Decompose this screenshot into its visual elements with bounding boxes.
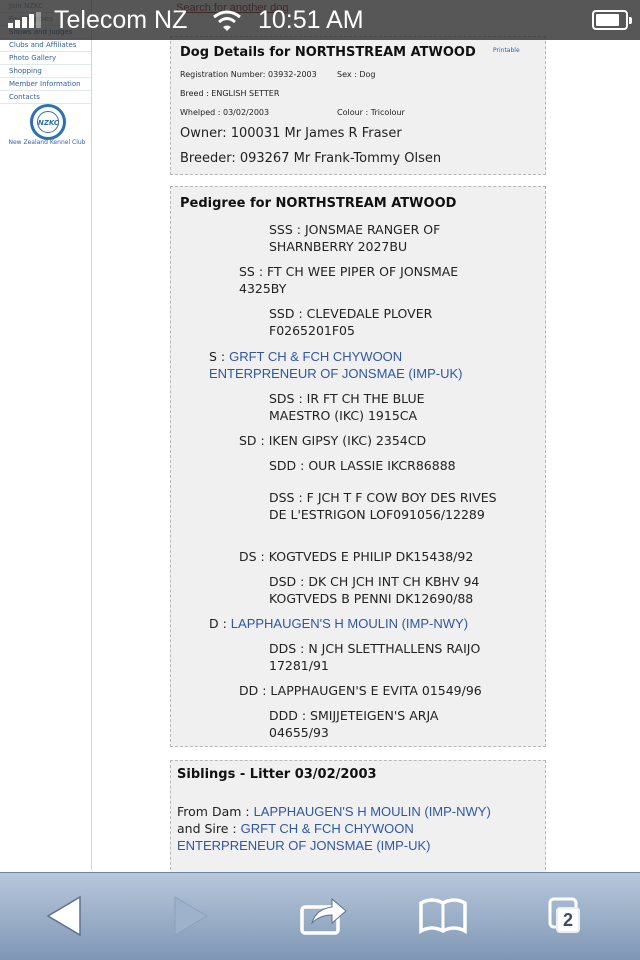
pedigree-dsd: DSD : DK CH JCH INT CH KBHV 94 KOGTVEDS B PENNI DK12690/88: [269, 574, 480, 606]
bookmarks-icon[interactable]: [418, 893, 468, 939]
dam-link[interactable]: LAPPHAUGEN'S H MOULIN (IMP-NWY): [230, 616, 469, 631]
tabs-button[interactable]: [546, 893, 596, 939]
nav-item-shopping[interactable]: Shopping: [0, 65, 91, 78]
status-bar: [0, 0, 640, 40]
details-title: Dog Details for NORTHSTREAM ATWOOD: [180, 45, 476, 60]
wifi-icon: [212, 8, 242, 32]
battery-icon: [592, 10, 628, 30]
pedigree-sss: SSS : JONSMAE RANGER OF SHARNBERRY 2027BU: [269, 222, 441, 254]
pedigree-sdd: SDD : OUR LASSIE IKCR86888: [269, 458, 456, 473]
pedigree-panel: [170, 186, 546, 747]
share-icon[interactable]: [298, 893, 348, 939]
from-dam-label: From Dam :: [177, 804, 254, 819]
logo-caption[interactable]: New Zealand Kennel Club: [8, 139, 86, 146]
siblings-dam-link[interactable]: LAPPHAUGEN'S H MOULIN (IMP-NWY): [253, 804, 491, 819]
forward-arrow-icon[interactable]: [165, 893, 215, 939]
pedigree-dd: DD : LAPPHAUGEN'S E EVITA 01549/96: [239, 683, 482, 698]
pedigree-title: Pedigree for NORTHSTREAM ATWOOD: [180, 196, 457, 211]
pedigree-dss: DSS : F JCH T F COW BOY DES RIVES DE L'ESTRIGON LOF091056/12289: [269, 490, 497, 522]
pedigree-ssd: SSD : CLEVEDALE PLOVER F0265201F05: [269, 306, 433, 338]
pedigree-ss: SS : FT CH WEE PIPER OF JONSMAE 4325BY: [239, 264, 459, 296]
siblings-title: Siblings - Litter 03/02/2003: [177, 767, 377, 782]
pedigree-ds: DS : KOGTVEDS E PHILIP DK15438/92: [239, 549, 474, 564]
tab-count: 2: [556, 907, 580, 933]
pedigree-d-prefix: D :: [209, 616, 231, 631]
siblings-sire-link[interactable]: GRFT CH & FCH CHYWOON ENTERPRENEUR OF JONSMAE (IMP-UK): [177, 821, 431, 853]
pedigree-dds: DDS : N JCH SLETTHALLENS RAIJO 17281/91: [269, 641, 481, 673]
siblings-parents: [177, 803, 517, 854]
signal-strength-icon: [8, 12, 44, 28]
nzkc-logo[interactable]: [30, 104, 66, 140]
breeder-value: Breeder: 093267 Mr Frank-Tommy Olsen: [180, 151, 442, 166]
nav-item-member-info[interactable]: Member Information: [0, 78, 91, 91]
pedigree-s-prefix: S :: [209, 349, 230, 364]
back-arrow-icon[interactable]: [40, 893, 90, 939]
registration-number: Registration Number: 03932-2003: [180, 70, 317, 79]
and-sire-label: and Sire :: [177, 821, 241, 836]
pedigree-ddd: DDD : SMIJJETEIGEN'S ARJA 04655/93: [269, 708, 439, 740]
browser-toolbar: [0, 872, 640, 960]
pedigree-sds: SDS : IR FT CH THE BLUE MAESTRO (IKC) 1915CA: [269, 391, 425, 423]
nav-item-clubs[interactable]: Clubs and Affiliates: [0, 39, 91, 52]
breed-value: Breed : ENGLISH SETTER: [180, 89, 280, 98]
whelped-value: Whelped : 03/02/2003: [180, 108, 270, 117]
sex-value: Sex : Dog: [337, 70, 376, 79]
nav-item-contacts[interactable]: Contacts: [0, 91, 91, 104]
pedigree-d: [209, 615, 509, 632]
carrier-name: Telecom NZ: [54, 6, 188, 34]
siblings-panel: [170, 760, 546, 875]
dog-details-panel: [170, 36, 546, 175]
owner-value: Owner: 100031 Mr James R Fraser: [180, 126, 402, 141]
clock: 10:51 AM: [258, 6, 364, 34]
colour-value: Colour : Tricolour: [337, 108, 405, 117]
pedigree-sd: SD : IKEN GIPSY (IKC) 2354CD: [239, 433, 427, 448]
nav-item-photo-gallery[interactable]: Photo Gallery: [0, 52, 91, 65]
nzkc-logo-text: NZKC: [37, 111, 59, 133]
pedigree-s: [209, 348, 481, 382]
printable-link[interactable]: Printable: [493, 47, 520, 54]
left-nav: [0, 0, 92, 870]
sire-link[interactable]: GRFT CH & FCH CHYWOON ENTERPRENEUR OF JONSMAE (IMP-UK): [209, 349, 463, 381]
